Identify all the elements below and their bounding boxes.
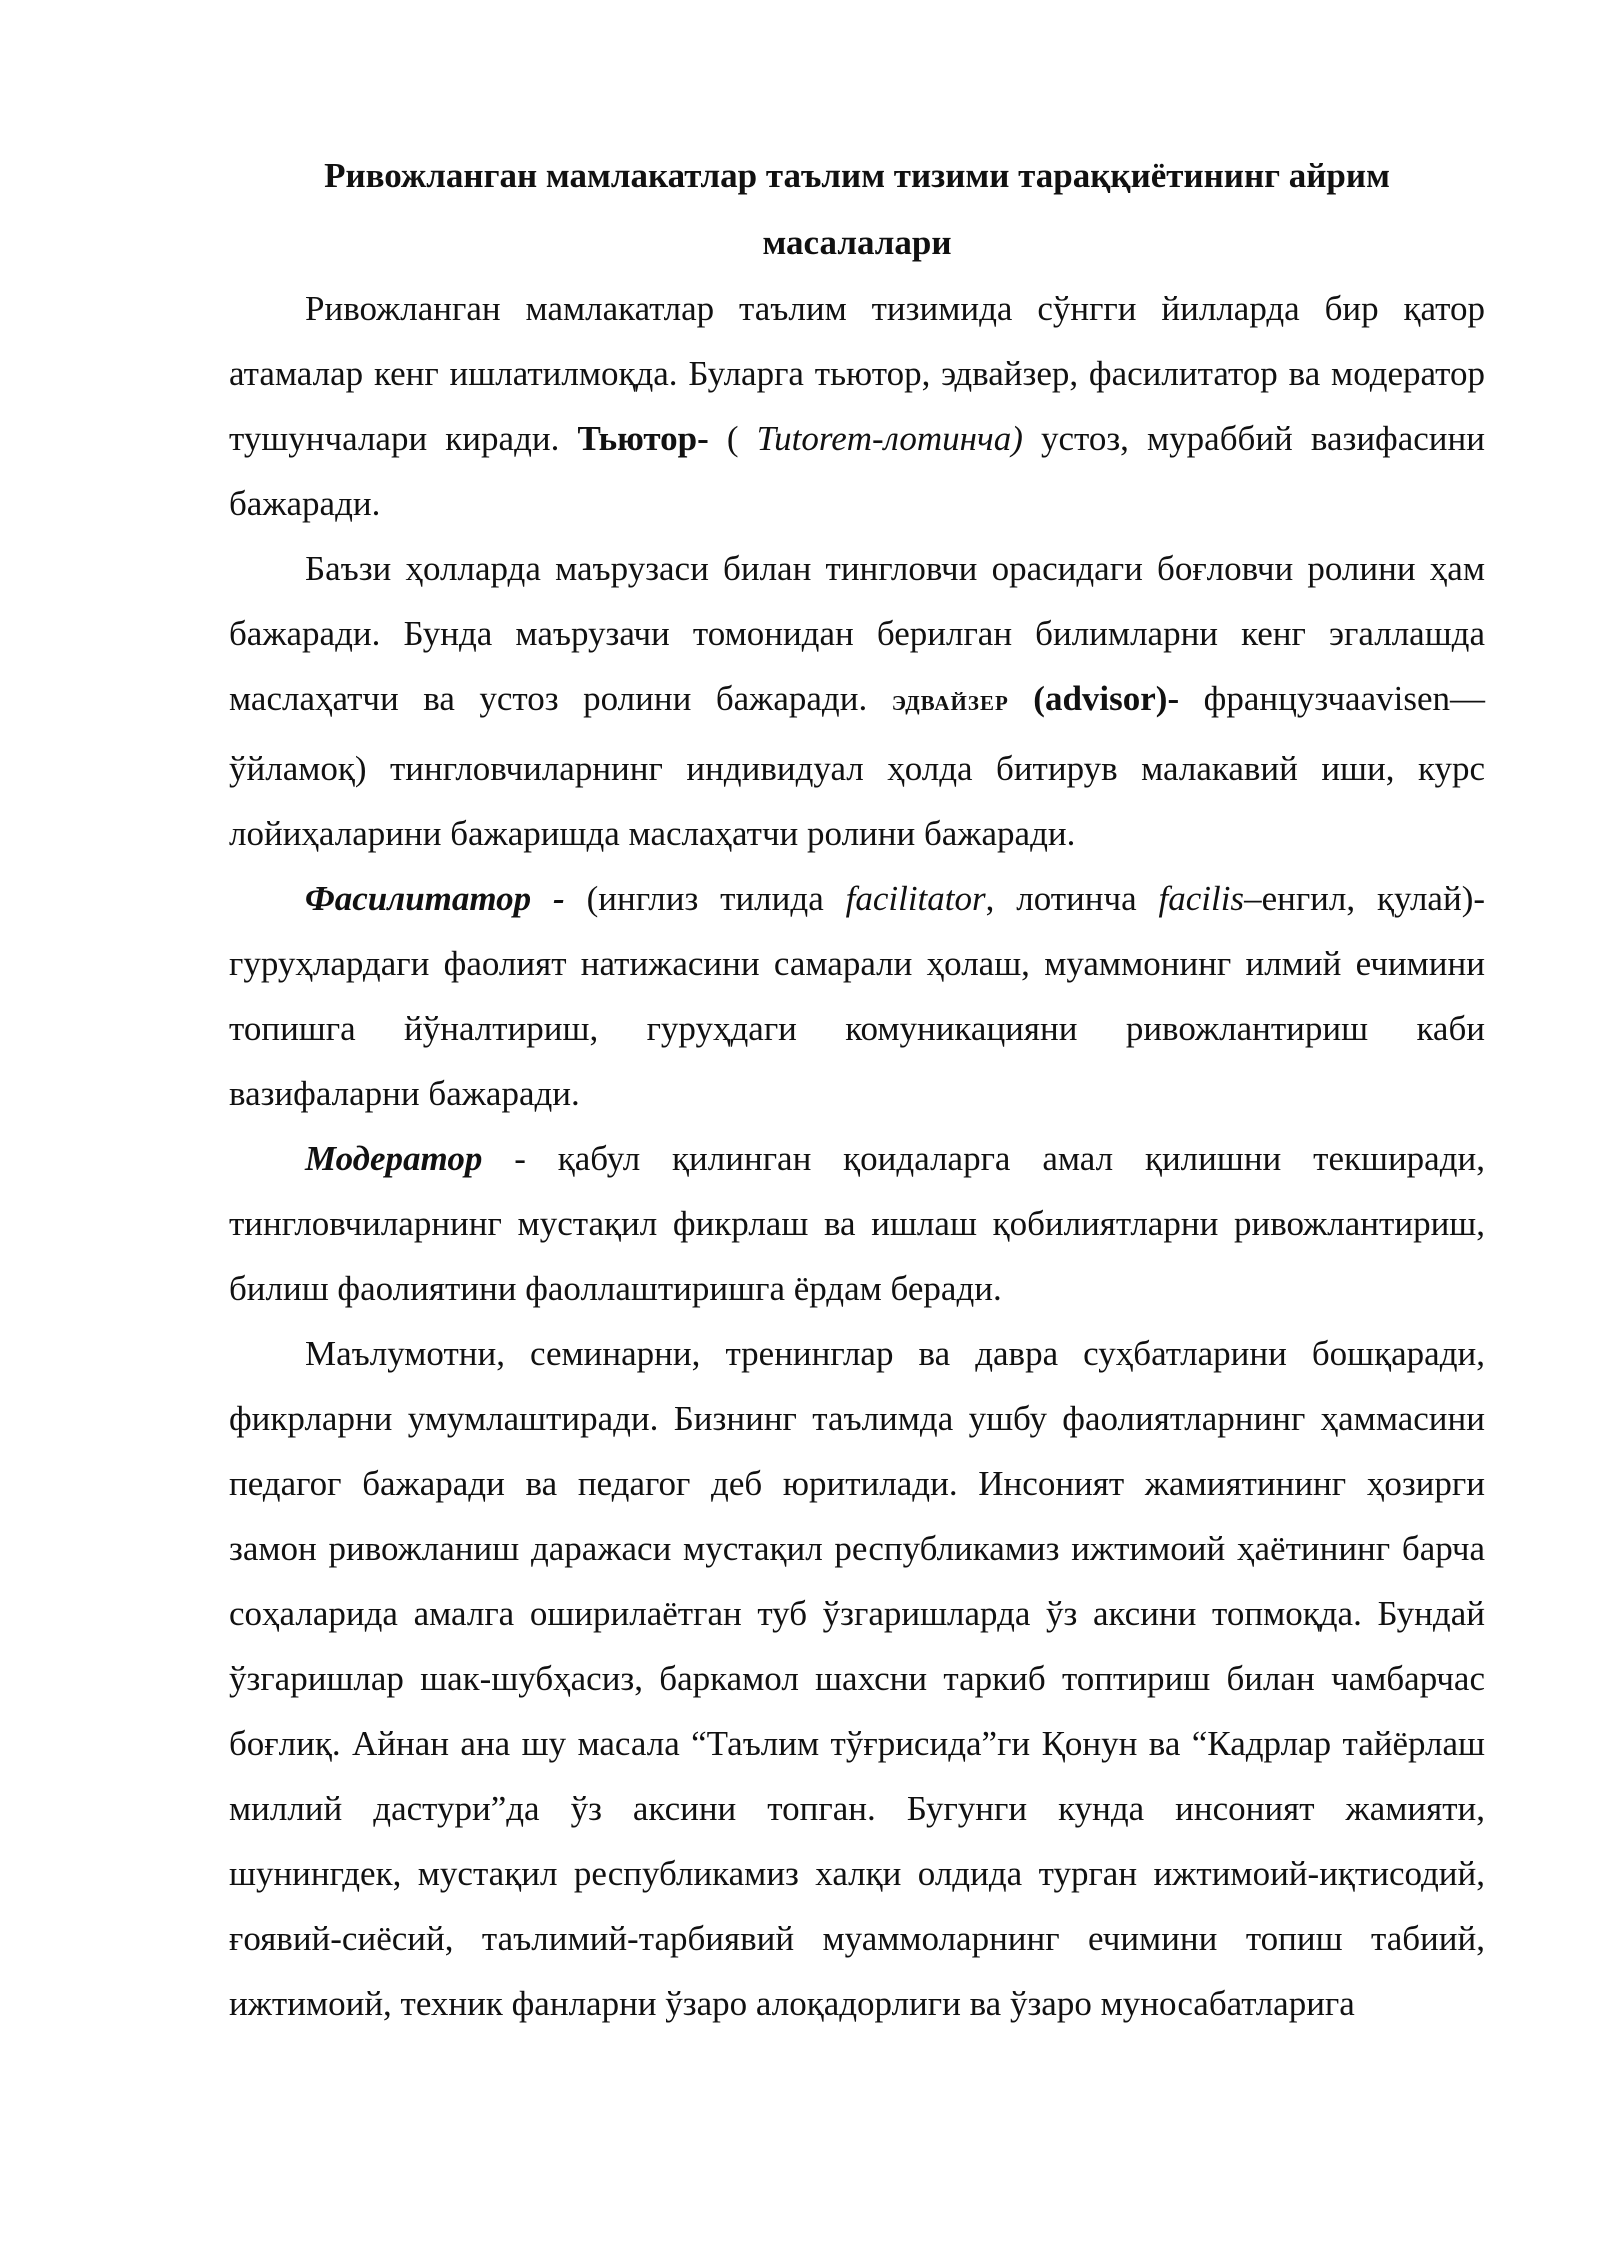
para1-text-a: Ривожланган мамлакатлар таълим тизимида сўнгги йилларда бир қатор атамалар кенг ишлатилмоқда. Буларга тьютор, эдвайзер, фасилитатор ва модератор тушунчалари киради. <box>229 289 1485 458</box>
para3-text-a: (инглиз тилида <box>564 879 846 918</box>
term-tutor: Тьютор- <box>577 419 709 458</box>
para1-text-b: ( <box>708 419 757 458</box>
document-body <box>229 142 1485 2036</box>
document-title: Ривожланган мамлакатлар таълим тизими тараққиётининг айрим масалалари <box>324 156 1390 262</box>
term-advisor-cyrillic: ЭДВАЙЗЕР <box>891 691 1009 715</box>
term-facilis-latin: facilis <box>1158 879 1245 918</box>
para5-text-a: Маълумотни, семинарни, тренинглар ва давра суҳбатларини бошқаради, фикрларни умумлаштиради. Бизнинг таълимда ушбу фаолиятларнинг ҳаммасини педагог бажаради ва педагог деб юритилади. Инсоният жамиятининг ҳозирги замон ривожланиш даражаси мустақил республикамиз ижтимоий ҳаётининг барча соҳаларида амалга оширилаётган туб ўзгаришларда ўз аксини топмоқда. Бундай ўзгаришлар шак-шубҳасиз, баркамол шахсни таркиб топтириш билан чамбарчас боғлиқ. Айнан ана шу масала “Таълим тўғрисида”ги Қонун ва “Кадрлар тайёрлаш миллий дастури”да ўз аксини топган. Бугунги кунда инсоният жамияти, шунингдек, мустақил республикамиз халқи олдида турган ижтимоий-иқтисодий, ғоявий-сиёсий, таълимий-тарбиявий муаммоларнинг ечимини топиш табиий, ижтимоий, техник фанларни ўзаро алоқадорлиги ва ўзаро муносабатларига <box>229 1334 1485 2023</box>
term-facilitator-english: facilitator <box>845 879 986 918</box>
paragraph-society <box>229 1321 1485 2036</box>
term-facilitator: Фасилитатор - <box>305 879 565 918</box>
term-advisor: (advisor)- <box>1008 679 1180 718</box>
para2-text-a: Баъзи ҳолларда маърузаси билан тингловчи орасидаги боғловчи ролини ҳам бажаради. Бунда маърузачи томонидан берилган билимларни кенг эгаллашда маслаҳатчи ва устоз ролини бажаради. <box>229 549 1485 718</box>
paragraph-advisor <box>229 536 1485 866</box>
para3-text-c: –енгил, қулай)- гуруҳлардаги фаолият натижасини самарали ҳолаш, муаммонинг илмий ечимини топишга йўналтириш, гуруҳдаги комуникацияни ривожлантириш каби вазифаларни бажаради. <box>229 879 1486 1113</box>
para1-text-c: устоз, мураббий вазифасини бажаради. <box>229 419 1485 523</box>
paragraph-tutor <box>229 276 1485 536</box>
paragraph-moderator <box>229 1126 1485 1321</box>
term-tutorem-latin: Tutorem-лотинча) <box>756 419 1023 458</box>
para3-text-b: , лотинча <box>985 879 1159 918</box>
term-moderator: Модератор <box>305 1139 483 1178</box>
para4-text-a: - қабул қилинган қоидаларга амал қилишни текширади, тингловчиларнинг мустақил фикрлаш ва ишлаш қобилиятларни ривожлантириш, билиш фаолиятини фаоллаштиришга ёрдам беради. <box>229 1139 1485 1308</box>
para2-text-b: французчаavisen—ўйламоқ) тингловчиларнинг индивидуал ҳолда битирув малакавий иши, курс лойиҳаларини бажаришда маслаҳатчи ролини бажаради. <box>229 679 1486 853</box>
paragraph-facilitator <box>229 866 1485 1126</box>
